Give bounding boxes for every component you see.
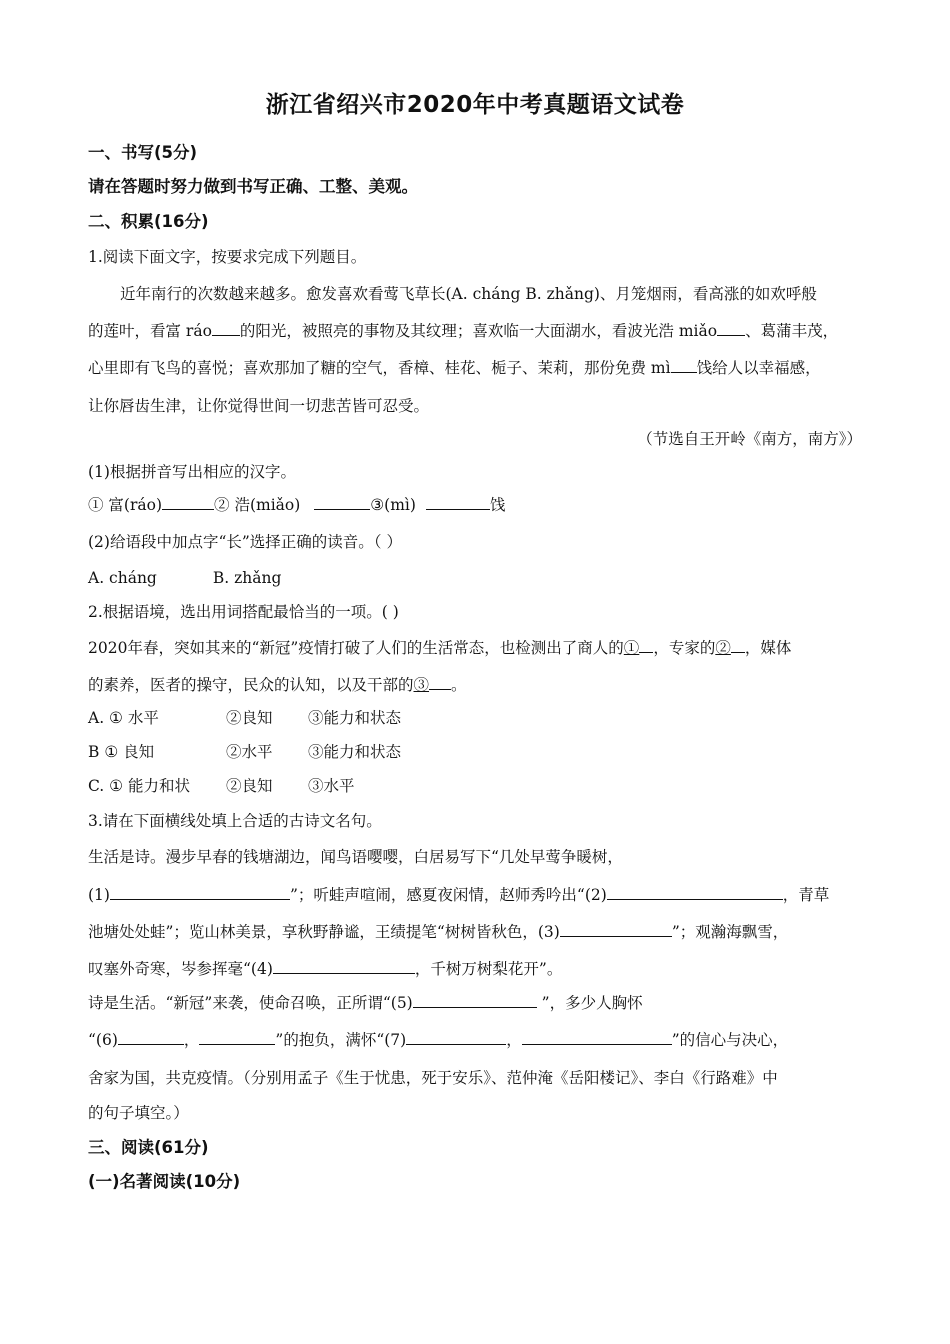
answer-blank-5[interactable] [413,992,537,1008]
q1-sub2-options [88,567,281,589]
q1-sub2: (2)给语段中加点字“长”选择正确的读音。（ ） [88,533,402,551]
page-title: 浙江省绍兴市2020年中考真题语文试卷 [265,92,685,118]
q2-option-c[interactable]: C. ① 能力和状 ②良知 ③水平 [88,777,355,795]
answer-blank-b[interactable] [314,494,370,510]
q2-prompt: 2.根据语境，选出用词搭配最恰当的一项。( ) [88,603,399,621]
passage-line-3 [88,357,821,379]
passage-text: 、葛蒲丰茂， [745,322,839,340]
writing-instruction: 请在答题时努力做到书写正确、工整、美观。 [88,177,418,196]
passage-text: 饯给人以幸福感， [696,359,821,377]
marker-3: ③ [413,676,430,694]
answer-blank-4[interactable] [273,958,415,974]
q1-sub1-blanks [88,494,505,516]
option-a[interactable]: A. cháng [88,569,157,587]
blank-suffix: 饯 [489,496,506,514]
passage-text: 的阳光，被照亮的事物及其纹理；喜欢临一大面湖水，看波光浩 miǎo [239,322,718,340]
inline-blank-3 [671,357,697,373]
q2-text-line-2: 的素养，医者的操守，民众的认知，以及干部的③ 。 [88,676,467,694]
q3-line-3: 池塘处处蛙”；览山林美景，享秋野静谧，王绩提笔“树树皆秋色，(3) ”；观瀚海飘雪， [88,923,789,941]
passage-text: 心里即有飞鸟的喜悦；喜欢那加了糖的空气，香樟、桂花、栀子、茉莉，那份免费 mì [88,359,671,377]
q3-line-1: 生活是诗。漫步早春的钱塘湖边，闻鸟语嘤嘤，白居易写下“几处早莺争暖树， [88,848,623,866]
answer-blank-3[interactable] [560,921,672,937]
passage-text: 的莲叶，看富 ráo [88,322,212,340]
q3-prompt: 3.请在下面横线处填上合适的古诗文名句。 [88,812,382,830]
q1-prompt: 1.阅读下面文字，按要求完成下列题目。 [88,248,367,266]
q2-text-line-1: 2020年春，突如其来的“新冠”疫情打破了人们的生活常态，也检测出了商人的① ，专家的② ，媒体 [88,639,792,657]
q3-line-2: (1) ”；听蛙声喧闹，感夏夜闲情，赵师秀吟出“(2) ，青草 [88,886,830,904]
section-3-sub-heading: (一)名著阅读(10分) [88,1172,241,1191]
passage-source: （节选自王开岭《南方，南方》） [637,430,862,448]
q3-line-7: 舍家为国，共克疫情。（分别用孟子《生于忧患，死于安乐》、范仲淹《岳阳楼记》、李白《行路难》中 [88,1069,778,1087]
answer-blank-a[interactable] [162,494,214,510]
marker-2: ② [715,639,731,657]
q3-line-5: 诗是生活。“新冠”来袭，使命召唤，正所谓“(5) ”，多少人胸怀 [88,994,643,1012]
answer-blank-c[interactable] [426,494,490,510]
section-2-heading: 二、积累(16分) [88,212,209,231]
q2-option-a[interactable]: A. ① 水平 ②良知 ③能力和状态 [88,709,402,727]
blank-label-a: ① 富(ráo) [88,496,163,514]
answer-blank-7a[interactable] [406,1029,506,1045]
q3-line-6: “(6) ， ”的抱负，满怀“(7) ， ”的信心与决心， [88,1031,789,1049]
q1-sub1: (1)根据拼音写出相应的汉字。 [88,463,296,481]
q3-line-4: 叹塞外奇寒，岑参挥毫“(4) ，千树万树梨花开”。 [88,960,563,978]
inline-blank-2 [717,320,745,336]
answer-blank-2[interactable] [607,884,783,900]
passage-line-1: 近年南行的次数越来越多。愈发喜欢看莺飞草长(A. cháng B. zhǎng)、月笼烟雨，看高涨的如欢呼般 [120,285,817,303]
blank-label-b: ② 浩(miǎo) [214,496,301,514]
answer-blank-1[interactable] [110,884,290,900]
section-3-heading: 三、阅读(61分) [88,1138,209,1157]
marker-1: ① [623,639,640,657]
q2-option-b[interactable]: B ① 良知 ②水平 ③能力和状态 [88,743,402,761]
answer-blank-6b[interactable] [199,1029,275,1045]
section-1-heading: 一、书写(5分) [88,143,198,162]
q3-line-8: 的句子填空。） [88,1104,189,1122]
option-b[interactable]: B. zhǎng [212,569,282,587]
passage-line-4: 让你唇齿生津，让你觉得世间一切悲苦皆可忍受。 [88,397,430,415]
inline-blank-1 [212,320,240,336]
answer-blank-6a[interactable] [118,1029,184,1045]
blank-label-c: ③(mì) [370,496,416,514]
answer-blank-7b[interactable] [522,1029,672,1045]
passage-line-2 [88,320,838,342]
